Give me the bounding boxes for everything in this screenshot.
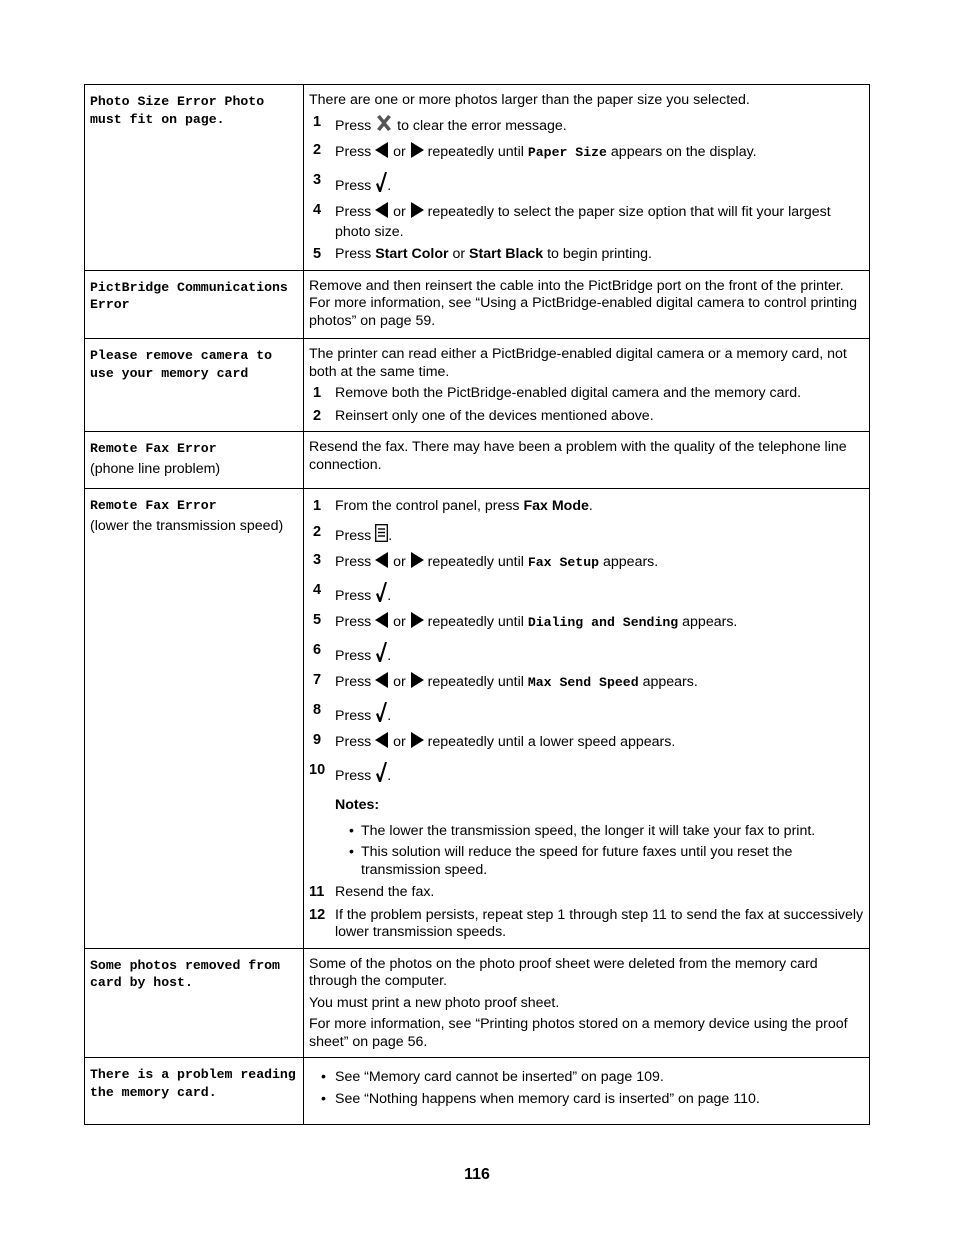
step-text: From the control panel, press — [335, 498, 524, 514]
step-number: 1 — [313, 498, 322, 514]
error-message-table — [84, 84, 870, 1125]
arrow-right-icon — [410, 552, 424, 574]
step-text: . — [588, 498, 593, 514]
step-item — [309, 552, 865, 574]
step-text: to begin printing. — [543, 246, 653, 262]
arrow-right-icon — [410, 732, 424, 754]
display-text: Paper Size — [527, 145, 607, 160]
step-text: or — [389, 674, 410, 690]
table-row — [85, 85, 870, 271]
step-item — [309, 884, 865, 902]
error-message-note: (lower the transmission speed) — [90, 517, 284, 534]
step-text: or — [389, 554, 410, 570]
error-message-text: Remote Fax Error — [90, 498, 217, 513]
table-row — [85, 948, 870, 1058]
error-message-text: PictBridge Communications Error — [90, 279, 288, 312]
step-text: or — [389, 144, 410, 160]
solution-text: Some of the photos on the photo proof sheet were deleted from the memory card through the computer. — [309, 955, 818, 989]
step-number: 3 — [313, 171, 322, 188]
display-text: Fax Setup — [527, 555, 600, 570]
solution-text: Remove and then reinsert the cable into the PictBridge port on the front of the printer. For more information, see “Using a PictBridge-enabled digital camera to control printing photos” on page 59. — [309, 277, 858, 329]
step-text: Reinsert only one of the devices mentioned above. — [335, 407, 654, 424]
solution-intro: The printer can read either a PictBridge-enabled digital camera or a memory card, not both at the same time. — [309, 346, 847, 380]
step-text: Press — [335, 674, 376, 690]
step-item — [309, 385, 865, 403]
table-row — [85, 339, 870, 432]
step-item — [309, 642, 865, 668]
table-row — [85, 489, 870, 949]
step-number: 4 — [313, 581, 322, 598]
solution-intro: There are one or more photos larger than the paper size you selected. — [309, 92, 750, 108]
step-text: appears. — [678, 614, 738, 630]
error-message-cell — [85, 1058, 304, 1125]
step-list — [309, 385, 865, 425]
step-item — [309, 582, 865, 608]
solution-cell — [304, 1058, 870, 1125]
checkmark-icon — [375, 172, 387, 198]
arrow-left-icon — [375, 142, 389, 164]
arrow-right-icon — [410, 202, 424, 224]
step-text: Press — [335, 144, 376, 160]
step-text: Press — [335, 587, 376, 604]
button-name: Start Black — [469, 246, 544, 262]
solution-cell — [304, 432, 870, 489]
display-text: Max Send Speed — [527, 675, 639, 690]
page-number: 116 — [464, 1166, 490, 1183]
step-text: appears. — [599, 554, 659, 570]
solution-cell — [304, 85, 870, 271]
step-item — [309, 142, 865, 164]
table-row — [85, 432, 870, 489]
step-number: 3 — [313, 552, 322, 568]
step-item — [309, 408, 865, 426]
step-text: . — [387, 767, 392, 784]
step-number: 12 — [309, 906, 326, 923]
error-message-cell — [85, 948, 304, 1058]
solution-text: For more information, see “Printing photos stored on a memory device using the proof sheet” on page 56. — [309, 1016, 848, 1050]
step-text: repeatedly until — [423, 614, 528, 630]
step-list — [309, 498, 865, 942]
cancel-x-icon — [375, 114, 393, 138]
step-number: 2 — [313, 407, 322, 424]
step-item — [309, 114, 865, 138]
checkmark-icon — [375, 582, 387, 608]
error-message-cell — [85, 339, 304, 432]
error-message-text: Remote Fax Error — [90, 441, 217, 456]
step-number: 10 — [309, 761, 326, 778]
step-item — [309, 907, 865, 942]
step-item — [309, 762, 865, 880]
step-text: Press — [335, 117, 376, 134]
notes-label: Notes: — [335, 797, 380, 813]
step-text: to clear the error message. — [393, 117, 567, 134]
list-item: • See “Memory card cannot be inserted” on page 109. — [309, 1069, 865, 1087]
error-message-text: Please remove camera to use your memory card — [90, 348, 273, 381]
error-message-text: Some photos removed from card by host. — [90, 957, 280, 990]
step-text: repeatedly until — [423, 674, 528, 690]
arrow-right-icon — [410, 612, 424, 634]
step-text: . — [388, 527, 393, 544]
button-name: Start Color — [375, 246, 449, 262]
step-text: Resend the fax. — [335, 884, 435, 900]
checkmark-icon — [375, 762, 387, 788]
step-text: Press — [335, 614, 376, 630]
step-text: Press — [335, 767, 376, 784]
table-row — [85, 1058, 870, 1125]
step-text: . — [387, 587, 392, 604]
step-text: Press — [335, 204, 376, 220]
step-item — [309, 672, 865, 694]
solution-cell — [304, 270, 870, 339]
step-text: . — [387, 647, 392, 664]
error-message-text: Photo Size Error Photo must fit on page. — [90, 94, 265, 127]
step-number: 11 — [309, 884, 325, 900]
error-message-cell — [85, 270, 304, 339]
step-number: 8 — [313, 701, 322, 718]
solution-list — [309, 1069, 865, 1108]
arrow-left-icon — [375, 612, 389, 634]
step-text: . — [387, 707, 392, 724]
solution-text: You must print a new photo proof sheet. — [309, 994, 560, 1011]
solution-cell — [304, 948, 870, 1058]
checkmark-icon — [375, 702, 387, 728]
solution-cell — [304, 489, 870, 949]
step-text: Press — [335, 707, 376, 724]
notes-list — [335, 823, 865, 880]
table-row — [85, 270, 870, 339]
menu-icon — [375, 524, 388, 548]
step-text: appears. — [638, 674, 698, 690]
note-item: • The lower the transmission speed, the longer it will take your fax to print. — [335, 823, 865, 841]
step-item — [309, 524, 865, 548]
step-text: Press — [335, 246, 376, 262]
step-number: 7 — [313, 672, 322, 688]
step-text: Press — [335, 734, 376, 750]
step-item — [309, 202, 865, 241]
solution-cell — [304, 339, 870, 432]
arrow-right-icon — [410, 672, 424, 694]
step-number: 5 — [313, 246, 322, 262]
step-number: 2 — [313, 142, 322, 158]
solution-text: Resend the fax. There may have been a problem with the quality of the telephone line connection. — [309, 439, 847, 473]
step-number: 5 — [313, 612, 322, 628]
step-item — [309, 246, 865, 264]
step-number: 6 — [313, 641, 322, 658]
step-text: or — [389, 204, 410, 220]
arrow-left-icon — [375, 732, 389, 754]
step-item — [309, 172, 865, 198]
step-item — [309, 732, 865, 754]
error-message-text: There is a problem reading the memory card. — [90, 1067, 296, 1100]
step-text: or — [389, 614, 410, 630]
step-number: 2 — [313, 523, 322, 540]
error-message-cell — [85, 432, 304, 489]
step-list — [309, 114, 865, 264]
step-item — [309, 612, 865, 634]
step-item — [309, 498, 865, 516]
arrow-left-icon — [375, 202, 389, 224]
error-message-note: (phone line problem) — [90, 460, 221, 477]
step-text: or — [389, 734, 410, 750]
step-text: repeatedly until — [423, 554, 528, 570]
arrow-left-icon — [375, 552, 389, 574]
arrow-right-icon — [410, 142, 424, 164]
step-text: or — [448, 246, 470, 262]
step-text: repeatedly until a lower speed appears. — [423, 734, 676, 750]
step-text: Press — [335, 527, 376, 544]
step-number: 4 — [313, 202, 322, 218]
error-message-cell — [85, 85, 304, 271]
step-item — [309, 702, 865, 728]
button-name: Fax Mode — [523, 498, 589, 514]
step-text: Press — [335, 177, 376, 194]
step-text: repeatedly to select the paper size option that will fit your largest photo size. — [335, 204, 831, 240]
step-text: Press — [335, 647, 376, 664]
checkmark-icon — [375, 642, 387, 668]
list-item: • See “Nothing happens when memory card is inserted” on page 110. — [309, 1091, 865, 1109]
step-text: Press — [335, 554, 376, 570]
step-text: repeatedly until — [423, 144, 528, 160]
step-number: 9 — [313, 732, 322, 748]
step-text: Remove both the PictBridge-enabled digital camera and the memory card. — [335, 385, 802, 401]
note-item: • This solution will reduce the speed for future faxes until you reset the transmission speed. — [335, 844, 865, 879]
arrow-left-icon — [375, 672, 389, 694]
step-number: 1 — [313, 385, 322, 401]
error-message-cell — [85, 489, 304, 949]
step-text: If the problem persists, repeat step 1 through step 11 to send the fax at successively lower transmission speeds. — [335, 906, 864, 940]
step-text: . — [387, 177, 392, 194]
step-text: appears on the display. — [606, 144, 757, 160]
display-text: Dialing and Sending — [527, 615, 679, 630]
step-number: 1 — [313, 113, 322, 130]
